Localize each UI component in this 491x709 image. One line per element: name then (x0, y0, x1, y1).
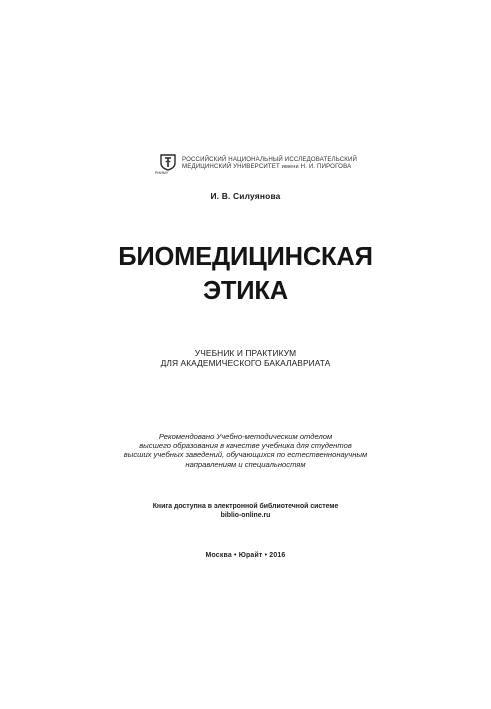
book-title-line2: ЭТИКА (202, 277, 289, 305)
ebs-url: biblio-online.ru (220, 512, 271, 519)
publisher-imprint: Москва • Юрайт • 2016 (205, 552, 286, 559)
university-name-line2-end: Н. И. ПИРОГОВА (300, 163, 352, 171)
recommendation-line: Рекомендовано Учебно-методическим отделом (158, 432, 333, 441)
university-affiliation (157, 154, 357, 180)
book-subtitle-line1: УЧЕБНИК И ПРАКТИКУМ (194, 348, 297, 358)
book-subtitle-line2: ДЛЯ АКАДЕМИЧЕСКОГО БАКАЛАВРИАТА (160, 358, 331, 368)
university-name-line2-small: имени (281, 164, 299, 171)
recommendation-note (0, 432, 491, 469)
book-title (0, 240, 491, 308)
university-name-line2 (182, 163, 357, 171)
university-name (182, 154, 357, 171)
book-title-line1: БИОМЕДИЦИНСКАЯ (118, 243, 373, 271)
university-logo (157, 154, 179, 180)
university-name-line2-main: МЕДИЦИНСКИЙ УНИВЕРСИТЕТ (182, 163, 280, 171)
university-name-line1: РОССИЙСКИЙ НАЦИОНАЛЬНЫЙ ИССЛЕДОВАТЕЛЬСКИЙ (182, 156, 358, 163)
university-emblem-icon (157, 154, 179, 171)
recommendation-line: высшего образования в качестве учебника для студентов (139, 441, 352, 451)
book-subtitle (0, 348, 491, 368)
author-name: И. В. Силуянова (210, 191, 281, 201)
ebs-line1: Книга доступна в электронной библиотечной системе (152, 503, 339, 510)
ebs-availability-note (0, 502, 491, 520)
logo-text: РНИМУ (155, 171, 169, 175)
recommendation-line: высших учебных заведений, обучающихся по естественнонаучным (123, 450, 368, 460)
recommendation-line: направлениям и специальностям (185, 459, 306, 469)
